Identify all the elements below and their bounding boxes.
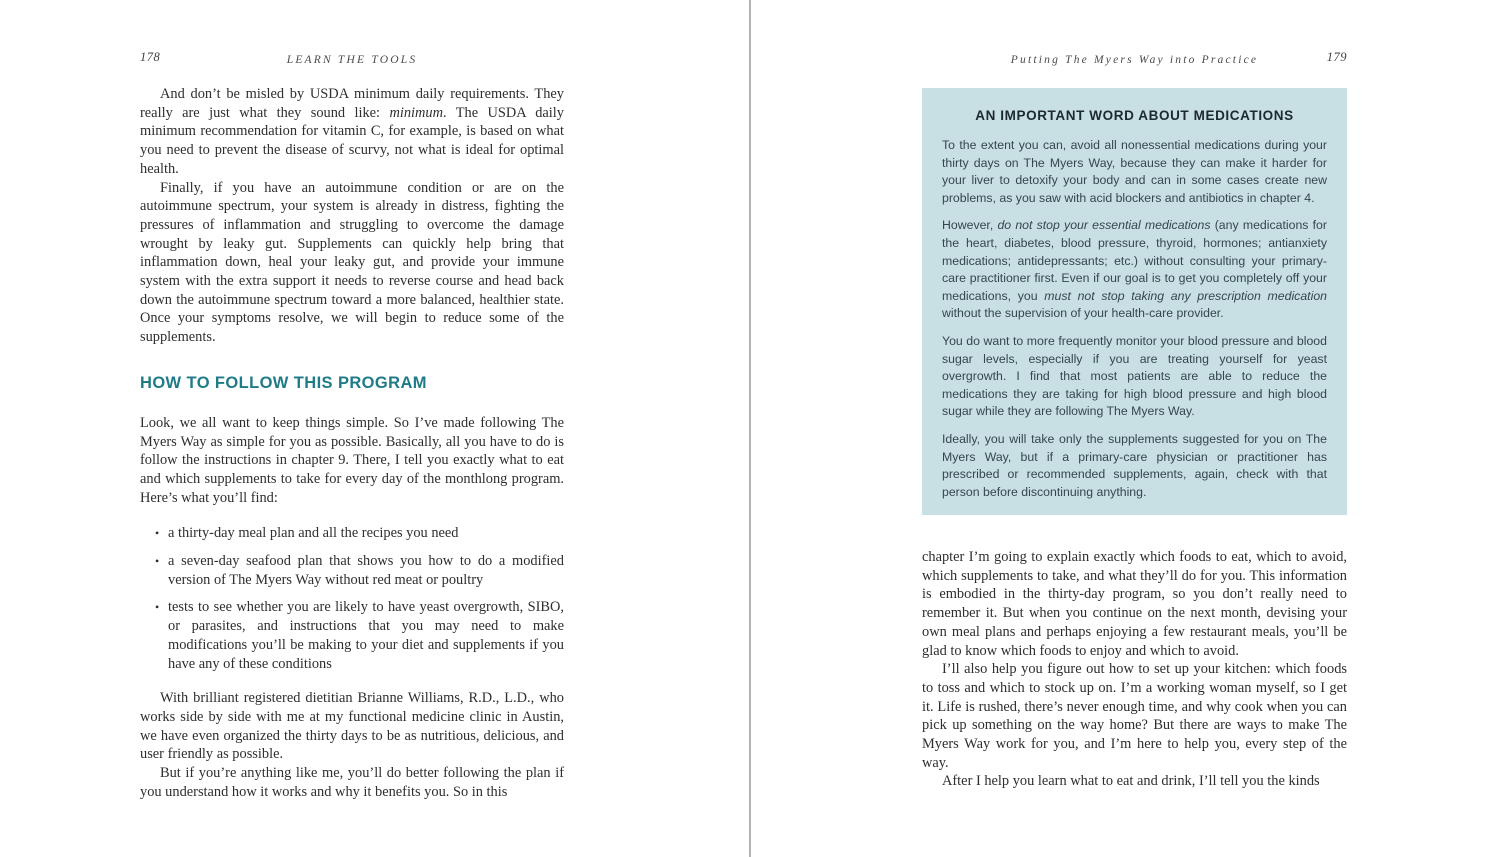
medications-callout-box — [922, 88, 1347, 515]
italic-term: minimum — [389, 104, 444, 121]
paragraph-usda — [140, 85, 564, 179]
paragraph-text: However, — [942, 218, 998, 233]
callout-title: AN IMPORTANT WORD ABOUT MEDICATIONS — [975, 108, 1294, 123]
callout-paragraph-nonessential: To the extent you can, avoid all nonessential medications during your thirty days on The Myers Way, because they can make it harder for your liver to detoxify your body and can in some cases create new problems, as you saw with acid blockers and antibiotics in chapter 4. — [942, 138, 1327, 205]
paragraph-autoimmune: Finally, if you have an autoimmune condition or are on the autoimmune spectrum, your system is already in distress, fighting the pressures of inflammation and struggling to overcome the damage wrought by leaky gut. Supplements can quickly help bring that inflammation down, heal your leaky gut, and provide your immune system with the extra support it needs to reverse course and head back down the autoimmune spectrum toward a more balanced, healthier state. Once your symptoms resolve, we will begin to reduce some of the supplements. — [140, 179, 564, 346]
running-head-right: Putting The Myers Way into Practice — [1010, 54, 1259, 66]
paragraph-text: And don’t be misled by USDA minimum daily requirements. They really are just what they sound like: — [140, 86, 564, 121]
running-head-left: LEARN THE TOOLS — [286, 54, 418, 66]
paragraph-foods: chapter I’m going to explain exactly which foods to eat, which to avoid, which supplements to take, and what they’ll do for you. This information is embodied in the thirty-day program, so you don’t really need to remember it. But when you continue on the next month, devising your own meal plans and perhaps enjoying a few restaurant meals, you’ll be glad to know which foods to enjoy and which to avoid. — [922, 549, 1347, 659]
paragraph-text: . The USDA daily minimum recommendation for vitamin C, for example, is based on what you need to prevent the disease of scurvy, not what is ideal for optimal health. — [140, 104, 564, 177]
italic-phrase: must not stop taking any prescription medication — [1044, 288, 1327, 303]
italic-phrase: do not stop your essential medications — [997, 218, 1211, 233]
page-header-right — [922, 50, 1347, 66]
page-gutter-divider — [749, 0, 751, 857]
callout-paragraph-supplements: Ideally, you will take only the supplements suggested for you on The Myers Way, but if a primary-care physician or practitioner has prescribed or recommended supplements, again, check with that person before discontinuing anything. — [942, 431, 1327, 499]
callout-paragraph-essential — [942, 217, 1327, 323]
list-item: • a thirty-day meal plan and all the recipes you need — [168, 524, 564, 543]
page-header-left — [140, 50, 564, 66]
page-number-left: 178 — [140, 50, 161, 64]
page-number-right: 179 — [1326, 50, 1347, 64]
section-heading: HOW TO FOLLOW THIS PROGRAM — [140, 373, 427, 392]
paragraph-plan: But if you’re anything like me, you’ll do better following the plan if you understand how it works and why it benefits you. So in this — [140, 765, 564, 800]
callout-paragraph-monitor: You do want to more frequently monitor your blood pressure and blood sugar levels, especially if you are treating yourself for yeast overgrowth. I find that most patients are able to reduce the medications they are taking for high blood pressure and high blood sugar while they are following The Myers Way. — [942, 333, 1327, 419]
page-left-body — [140, 85, 564, 802]
paragraph-kitchen: I’ll also help you figure out how to set up your kitchen: which foods to toss and which to stock up on. I’m a working woman myself, so I get it. Life is rushed, there’s never enough time, and why cook when you can pick up something on the way home? But there are ways to make The Myers Way work for you, and I’m here to help you, every step of the way. — [922, 661, 1347, 771]
paragraph-text: without the supervision of your health-care provider. — [942, 306, 1224, 321]
paragraph-after: After I help you learn what to eat and drink, I’ll tell you the kinds — [942, 773, 1320, 790]
paragraph-text: (any medications for the heart, diabetes, blood pressure, thyroid, hormones; antianxiety medications; antidepressants; etc.) without consulting your primary-care practitioner first. Even if our goal is to get you completely off your medications, you — [942, 218, 1327, 303]
page-right-body — [922, 548, 1347, 791]
list-item: • tests to see whether you are likely to have yeast overgrowth, SIBO, or parasites, and instructions that you may need to make modifications you’ll be making to your diet and supplements if you have any of these conditions — [168, 598, 564, 673]
program-bullet-list — [140, 524, 564, 673]
list-item: • a seven-day seafood plan that shows you how to do a modified version of The Myers Way without red meat or poultry — [168, 552, 564, 589]
paragraph-dietitian: With brilliant registered dietitian Brianne Williams, R.D., L.D., who works side by side with me at my functional medicine clinic in Austin, we have even organized the thirty days to be as nutritious, delicious, and user friendly as possible. — [140, 690, 564, 763]
paragraph-program-intro: Look, we all want to keep things simple. So I’ve made following The Myers Way as simple for you as possible. Basically, all you have to do is follow the instructions in chapter 9. There, I tell you exactly what to eat and which supplements to take for every day of the monthlong program. Here’s what you’ll find: — [140, 414, 564, 506]
